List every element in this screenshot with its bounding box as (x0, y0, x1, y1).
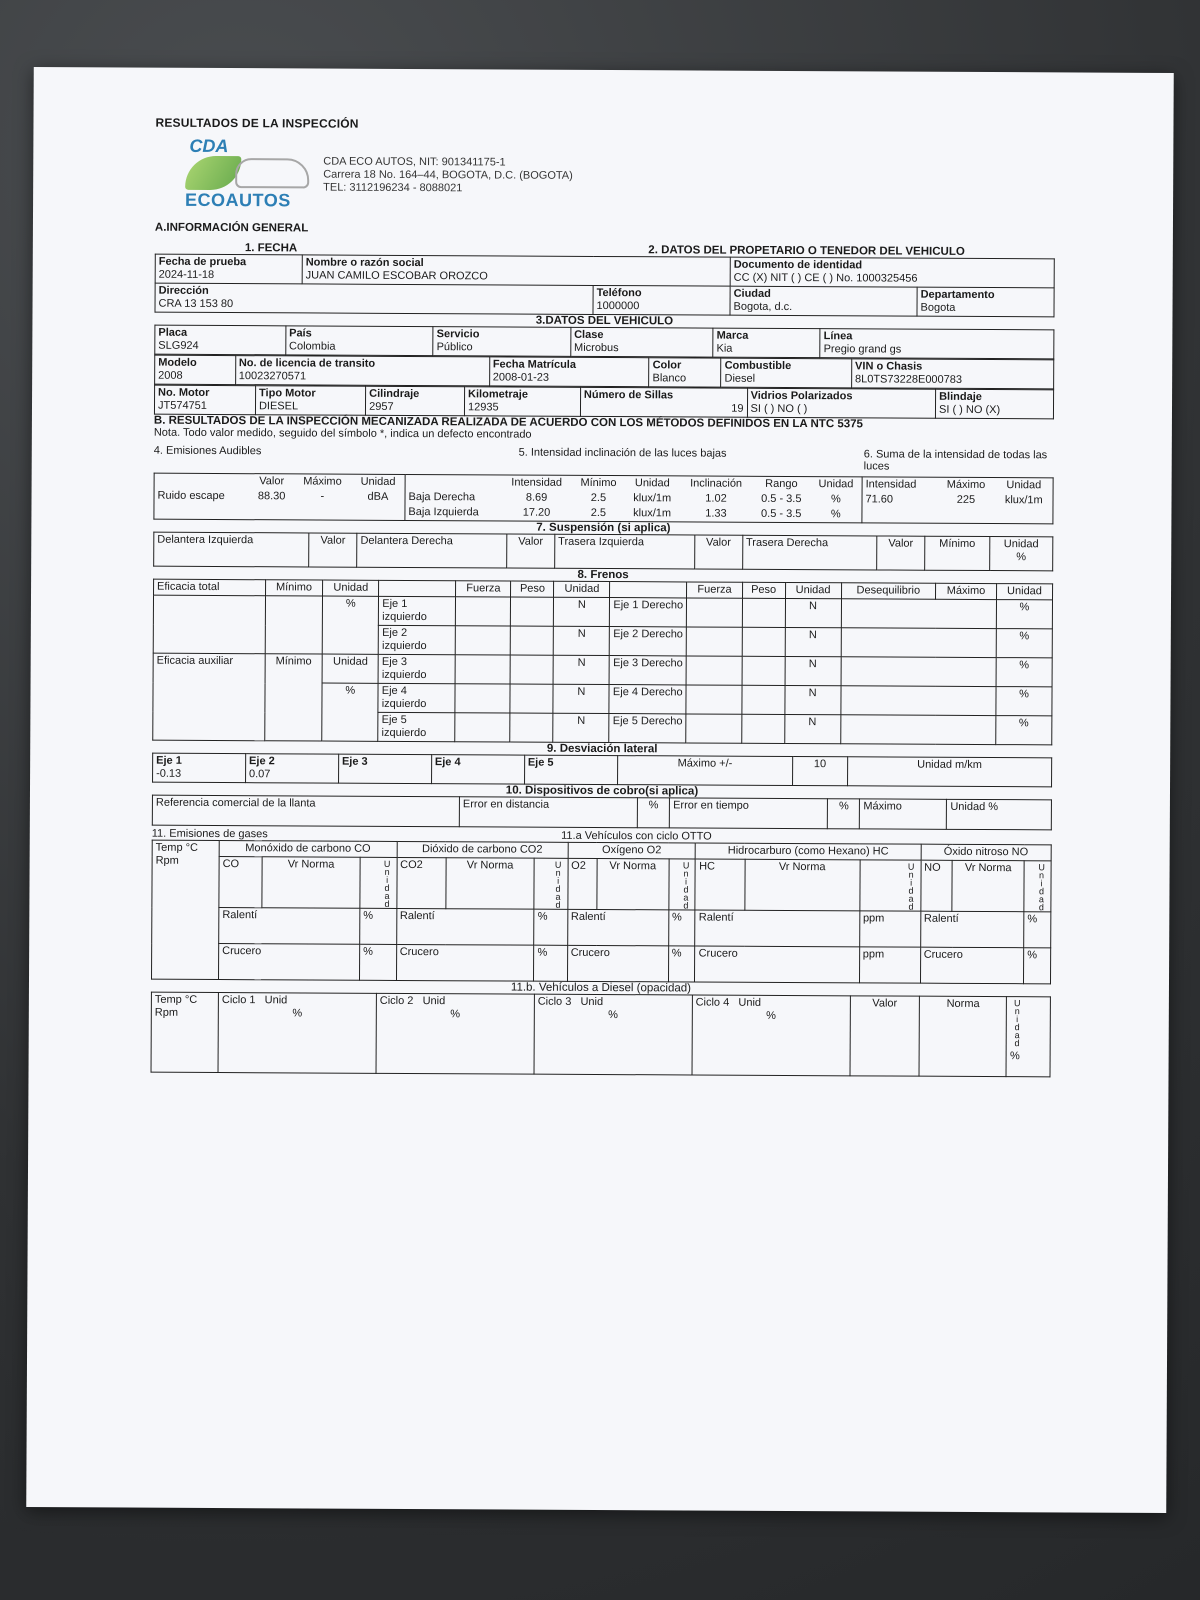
eje-der: Eje 3 Derecho (609, 656, 686, 685)
tipo-motor-value: DIESEL (258, 400, 299, 413)
susp-td-valor: Valor (877, 536, 925, 570)
cobro-pct2: % (828, 799, 860, 829)
pais-label: País (289, 327, 312, 340)
desv-eje1: Eje 1 (156, 754, 182, 767)
s6-int-label: Intensidad (865, 478, 917, 491)
aux-pct: % (322, 683, 378, 741)
ralenti-label: Ralentí (396, 908, 534, 945)
eje-der: Eje 1 Derecho (610, 598, 687, 627)
susp-min: Mínimo (925, 536, 990, 570)
opac-pct: % (1009, 1050, 1020, 1063)
desv-eje5: Eje 5 (527, 756, 554, 769)
sillas-value: 19 (731, 402, 744, 415)
vr-label: Vr (964, 861, 976, 874)
gas-code: CO2 (396, 857, 445, 908)
gas-code: O2 (567, 858, 596, 909)
luces-table (153, 473, 1053, 525)
section-a-title: A.INFORMACIÓN GENERAL (154, 221, 309, 235)
s6-max-label: Máximo (946, 478, 986, 492)
ciclo-cell (692, 995, 850, 1076)
ciudad-value: Bogota, d.c. (733, 300, 793, 313)
unidad-vert: Unidad (534, 858, 567, 909)
ciclo-cell (534, 994, 692, 1075)
luz-row (405, 505, 861, 522)
unidad-label-d: Unidad (996, 584, 1052, 600)
pais-value: Colombia (289, 340, 336, 353)
clase-value: Microbus (574, 341, 619, 355)
cil-label: Cilindraje (369, 387, 420, 401)
doc-title: RESULTADOS DE LA INSPECCIÓN (155, 115, 359, 131)
eje-izq: Eje 5 izquierdo (378, 712, 455, 741)
marca-label: Marca (716, 329, 749, 342)
eje-izq: Eje 2 izquierdo (378, 625, 455, 654)
luz-incl: 1.33 (705, 507, 727, 520)
cobro-err-tiempo: Error en tiempo (669, 798, 827, 829)
ciclo-pct: % (608, 1009, 619, 1022)
susp-dd-valor: Valor (507, 534, 555, 568)
s6-uni-value: klux/1m (1004, 494, 1043, 507)
cda-ecoautos-logo (155, 136, 315, 213)
opacidad-table (151, 992, 1051, 1078)
vin-value: 8L0TS73228E000783 (854, 373, 963, 386)
s5-uni-label: Unidad (634, 477, 670, 490)
gas-unit: % (1024, 948, 1051, 984)
unidad-vert: Unidad (859, 860, 920, 911)
vehicle-table-row1 (154, 325, 1054, 360)
logo-cda-text: CDA (189, 135, 229, 157)
tipo-motor-label: Tipo Motor (259, 387, 316, 400)
ciclo-cell (218, 993, 376, 1074)
s11b-title: 11.b. Vehículos a Diesel (opacidad) (510, 981, 692, 995)
km-value: 12935 (467, 401, 499, 414)
ralenti-label: Ralentí (219, 908, 360, 945)
opac-temp: Temp °C (154, 993, 198, 1006)
luz-name: Baja Derecha (408, 490, 476, 504)
ralenti-label: Ralentí (567, 909, 668, 946)
gas-code: HC (695, 859, 744, 910)
ciclo-label: Ciclo 4 (695, 996, 730, 1009)
norma-label: Norma (792, 861, 826, 874)
eje-izq: Eje 4 izquierdo (378, 683, 455, 712)
depto-value: Bogota (920, 301, 956, 314)
s5-rango-label: Rango (765, 477, 798, 491)
servicio-value: Público (436, 341, 473, 354)
s4-title: 4. Emisiones Audibles (153, 444, 262, 458)
ciclo-cell (376, 993, 534, 1074)
km-label: Kilometraje (468, 388, 529, 401)
cobro-pct: % (637, 798, 669, 828)
gas-hc-name: Hidrocarburo (como Hexano) HC (696, 843, 921, 860)
n-unit: N (554, 626, 610, 655)
susp-di-valor: Valor (309, 533, 357, 567)
ruido-max: - (320, 490, 325, 503)
s11a-title: 11.a Vehículos con ciclo OTTO (561, 829, 712, 843)
n-unit: N (784, 714, 840, 743)
luz-incl: 1.02 (705, 492, 727, 505)
modelo-label: Modelo (158, 356, 197, 369)
vr-label: Vr (287, 858, 299, 871)
desv-max-value: 10 (793, 757, 848, 786)
ruido-label: Ruido escape (157, 489, 225, 503)
n-unit: N (553, 713, 609, 742)
deseq-label: Desequilibrio (841, 583, 936, 599)
fuerza-label: Fuerza (456, 581, 511, 597)
susp-u: % (1016, 551, 1027, 564)
owner-table (154, 254, 1054, 318)
modelo-value: 2008 (158, 369, 183, 382)
deseq-pct: % (996, 629, 1052, 658)
vin-label: VIN o Chasis (855, 360, 923, 373)
crucero-label: Crucero (920, 947, 1024, 984)
eje-der: Eje 4 Derecho (609, 685, 686, 714)
vr-label: Vr (466, 859, 478, 872)
cobro-ref: Referencia comercial de la llanta (152, 795, 459, 827)
susp-dd: Delantera Derecha (357, 533, 507, 568)
luz-uni: klux/1m (633, 507, 672, 520)
unid-label: Unid (264, 994, 288, 1007)
tel-label: Teléfono (596, 286, 642, 300)
motor-value: JT574751 (157, 399, 207, 412)
unidad-label-r: Unidad (785, 582, 841, 598)
susp-td: Trasera Derecha (742, 535, 876, 570)
company-line1: CDA ECO AUTOS, NIT: 901341175-1 (323, 155, 506, 168)
luz-rango: 0.5 - 3.5 (761, 507, 802, 521)
logo-eco-text: ECOAUTOS (185, 189, 291, 211)
s10-title: 10. Dispositivos de cobro(si aplica) (505, 784, 699, 798)
peso-label: Peso (511, 581, 554, 597)
gases-table (151, 840, 1052, 985)
cobro-max: Máximo (860, 799, 947, 829)
gas-unit: % (360, 908, 397, 944)
cil-value: 2957 (369, 400, 394, 413)
matricula-label: Fecha Matrícula (492, 358, 577, 371)
opac-norma: Norma (919, 996, 1007, 1076)
gas-unit: % (359, 944, 396, 980)
n-unit: N (785, 598, 841, 627)
placa-label: Placa (158, 326, 188, 339)
company-line2: Carrera 18 No. 164–44, BOGOTA, D.C. (BOGOTA) (323, 168, 573, 182)
s5-uni2-label: Unidad (818, 478, 854, 491)
desv-eje3: Eje 3 (341, 755, 368, 768)
servicio-label: Servicio (436, 328, 480, 341)
n-unit: N (553, 684, 609, 713)
suspension-table (153, 532, 1053, 572)
s4-max-label: Máximo (303, 475, 342, 488)
luz-rango: 0.5 - 3.5 (761, 492, 802, 506)
freno-row (153, 595, 1052, 629)
gas-unit: % (668, 910, 695, 946)
fecha-label: Fecha de prueba (158, 255, 247, 269)
cobro-unidad: Unidad % (947, 799, 1052, 830)
susp-ti: Trasera Izquierda (555, 534, 695, 569)
s11-title: 11. Emisiones de gases (151, 827, 268, 841)
leaf-icon (185, 156, 241, 190)
ciclo-label: Ciclo 1 (221, 994, 256, 1007)
depto-label: Departamento (920, 288, 995, 302)
unidad-vert: Unidad (360, 857, 397, 908)
comb-value: Diesel (724, 372, 756, 385)
gas-unit: % (534, 909, 567, 945)
section-b-note: Nota. Todo valor medido, seguido del símbolo *, indica un defecto encontrado (153, 426, 532, 441)
dir-value: CRA 13 153 80 (158, 297, 234, 311)
gas-code: NO (920, 860, 952, 911)
gas-unit: % (668, 946, 695, 982)
s6-uni-label: Unidad (1006, 479, 1042, 492)
gas-unit: % (1024, 912, 1051, 948)
ciudad-label: Ciudad (733, 287, 771, 300)
gas-code: CO (219, 857, 262, 908)
marca-value: Kia (716, 342, 733, 355)
opac-unidad-cell (1006, 997, 1050, 1077)
norma-label: Norma (480, 859, 514, 872)
desv-eje2: Eje 2 (249, 755, 275, 768)
unid-label: Unid (580, 995, 604, 1009)
ef-min-label: Mínimo (265, 580, 323, 596)
cobro-err-dist: Error en distancia (459, 797, 637, 828)
comb-label: Combustible (724, 359, 792, 372)
norma-label: Norma (623, 860, 657, 873)
luz-uni: klux/1m (633, 492, 672, 505)
vehicle-table-row2 (154, 355, 1054, 390)
gas-unit: ppm (859, 911, 920, 947)
deseq-pct: % (996, 716, 1052, 745)
placa-value: SLG924 (158, 339, 199, 352)
doc-label: Documento de identidad (733, 258, 863, 272)
vehicle-table-row3 (154, 385, 1054, 420)
ef-uni-label: Unidad (323, 580, 379, 596)
crucero-label: Crucero (396, 944, 534, 981)
s8-title: 8. Frenos (577, 568, 629, 582)
s6-max-value: 225 (956, 493, 976, 506)
n-unit: N (785, 627, 841, 656)
s3-title: 3.DATOS DEL VEHICULO (535, 314, 674, 328)
n-unit: N (553, 655, 609, 684)
licencia-label: No. de licencia de transito (238, 357, 376, 370)
gas-unit: % (534, 945, 567, 981)
tel-value: 1000000 (596, 299, 640, 313)
ralenti-label: Ralentí (695, 910, 859, 947)
nombre-value: JUAN CAMILO ESCOBAR OROZCO (305, 269, 488, 283)
eje-izq: Eje 3 izquierdo (378, 654, 455, 683)
ruido-value: 88.30 (257, 490, 286, 503)
eje-izq: Eje 1 izquierdo (379, 596, 456, 625)
freno-row (153, 653, 1052, 687)
s1-title: 1. FECHA (244, 242, 298, 255)
gas-co2-name: Dióxido de carbono CO2 (397, 841, 568, 858)
ciclo-label: Ciclo 2 (379, 994, 414, 1008)
susp-ti-valor: Valor (694, 535, 742, 569)
peso-label-r: Peso (742, 582, 785, 598)
s5-incl-label: Inclinación (690, 477, 743, 490)
desviacion-table (152, 753, 1052, 788)
linea-value: Pregio grand gs (823, 343, 902, 356)
doc-value: CC (X) NIT ( ) CE ( ) No. 1000325456 (733, 271, 918, 285)
crucero-label: Crucero (695, 946, 859, 983)
s4-valor-label: Valor (259, 475, 285, 488)
clase-label: Clase (574, 328, 604, 342)
motor-label: No. Motor (158, 386, 210, 399)
n-unit: N (785, 656, 841, 685)
vidrios-value: SI ( ) NO ( ) (750, 402, 808, 416)
n-unit: N (554, 597, 610, 626)
luz-int: 8.69 (525, 491, 548, 504)
desv-v1: -0.13 (156, 767, 182, 780)
car-icon (235, 158, 309, 188)
licencia-value: 10023270571 (238, 370, 307, 383)
unidad-vert: Unidad (669, 859, 696, 910)
frenos-table (152, 579, 1053, 746)
nombre-label: Nombre o razón social (305, 256, 424, 270)
gas-o2-name: Oxígeno O2 (568, 842, 696, 859)
dir-label: Dirección (158, 284, 209, 297)
s2-title: 2. DATOS DEL PROPETARIO O TENEDOR DEL VEHICULO (648, 244, 965, 258)
deseq-pct: % (996, 687, 1052, 716)
luz-min: 2.5 (590, 506, 607, 520)
vr-label: Vr (778, 860, 790, 873)
desv-unidad: Unidad m/km (847, 757, 1051, 787)
luz-name: Baja Izquierda (408, 505, 479, 519)
luz-int: 17.20 (522, 506, 551, 519)
ciclo-pct: % (292, 1007, 303, 1020)
section-b-title: B. RESULTADOS DE LA INSPECCIÓN MECANIZADA REALIZADA DE ACUERDO CON LOS MÉTODOS DEFINIDOS EN LA NTC 5375 (153, 414, 863, 431)
sillas-label: Número de Sillas (583, 388, 674, 402)
fuerza-label-r: Fuerza (687, 582, 742, 598)
ciclo-label: Ciclo 3 (537, 995, 572, 1008)
eje-der: Eje 5 Derecho (609, 714, 686, 743)
norma-label: Norma (978, 861, 1012, 875)
gases-temp-rpm (152, 840, 220, 979)
s6-title: 6. Suma de la intensidad de todas las luces (863, 448, 1048, 473)
desv-max-label: Máximo +/- (617, 756, 793, 786)
opac-unidad-vert: Unidad (1012, 998, 1023, 1047)
s5-min-label: Mínimo (580, 476, 617, 490)
opac-valor: Valor (850, 996, 920, 1076)
blindaje-value: SI ( ) NO (X) (938, 403, 1001, 417)
s4-unidad-label: Unidad (360, 475, 396, 488)
unid-label: Unid (422, 995, 446, 1008)
unid-label: Unid (738, 996, 762, 1009)
eje-der: Eje 2 Derecho (610, 627, 687, 656)
linea-label: Línea (823, 330, 853, 343)
susp-di: Delantera Izquierda (154, 532, 309, 567)
cobro-table (152, 795, 1052, 831)
fecha-value: 2024-11-18 (158, 268, 215, 281)
color-value: Blanco (652, 372, 687, 385)
eficacia-total-label: Eficacia total (154, 579, 266, 596)
company-info (323, 155, 573, 195)
s5-int-label: Intensidad (511, 476, 563, 489)
gases-rpm: Rpm (155, 854, 179, 867)
aux-uni-label: Unidad (322, 654, 378, 683)
n-unit: N (784, 685, 840, 714)
deseq-pct: % (996, 600, 1052, 629)
susp-unidad: Unidad (1003, 538, 1039, 551)
color-label: Color (652, 359, 682, 372)
ciclo-pct: % (766, 1009, 776, 1022)
opac-temp-rpm (151, 992, 218, 1072)
s7-title: 7. Suspensión (si aplica) (536, 521, 671, 535)
vr-label: Vr (609, 860, 621, 873)
aux-min-label: Mínimo (264, 654, 322, 741)
gas-unit: ppm (859, 947, 920, 983)
s9-title: 9. Desviación lateral (546, 742, 658, 756)
luz-u2: % (830, 493, 841, 506)
blindaje-label: Blindaje (939, 390, 982, 403)
luz-min: 2.5 (590, 491, 607, 505)
unidad-label: Unidad (554, 581, 610, 597)
eficacia-aux-label: Eficacia auxiliar (153, 653, 265, 741)
ciclo-pct: % (450, 1008, 461, 1021)
opac-rpm: Rpm (154, 1006, 179, 1019)
unidad-vert: Unidad (1024, 861, 1051, 912)
ef-total-pct: % (322, 596, 378, 654)
s5-title: 5. Intensidad inclinación de las luces bajas (518, 446, 727, 460)
norma-label: Norma (301, 858, 335, 871)
vidrios-label: Vidrios Polarizados (750, 389, 853, 403)
gas-co-name: Monóxido de carbono CO (219, 841, 397, 858)
max-label: Máximo (936, 583, 997, 599)
deseq-pct: % (996, 658, 1052, 687)
gas-no-name: Óxido nitroso NO (921, 844, 1052, 861)
ralenti-label: Ralentí (920, 911, 1024, 948)
crucero-label: Crucero (219, 944, 360, 981)
luz-u2: % (830, 508, 841, 521)
inspection-sheet (26, 67, 1174, 1513)
gases-temp: Temp °C (155, 841, 199, 854)
desv-eje4: Eje 4 (434, 756, 461, 769)
company-line3: TEL: 3112196234 - 8088021 (323, 181, 463, 194)
desv-v2: 0.07 (248, 768, 271, 781)
crucero-label: Crucero (567, 945, 668, 982)
ruido-unit: dBA (367, 490, 389, 503)
s6-int-value: 71.60 (865, 493, 894, 506)
matricula-value: 2008-01-23 (492, 371, 550, 384)
